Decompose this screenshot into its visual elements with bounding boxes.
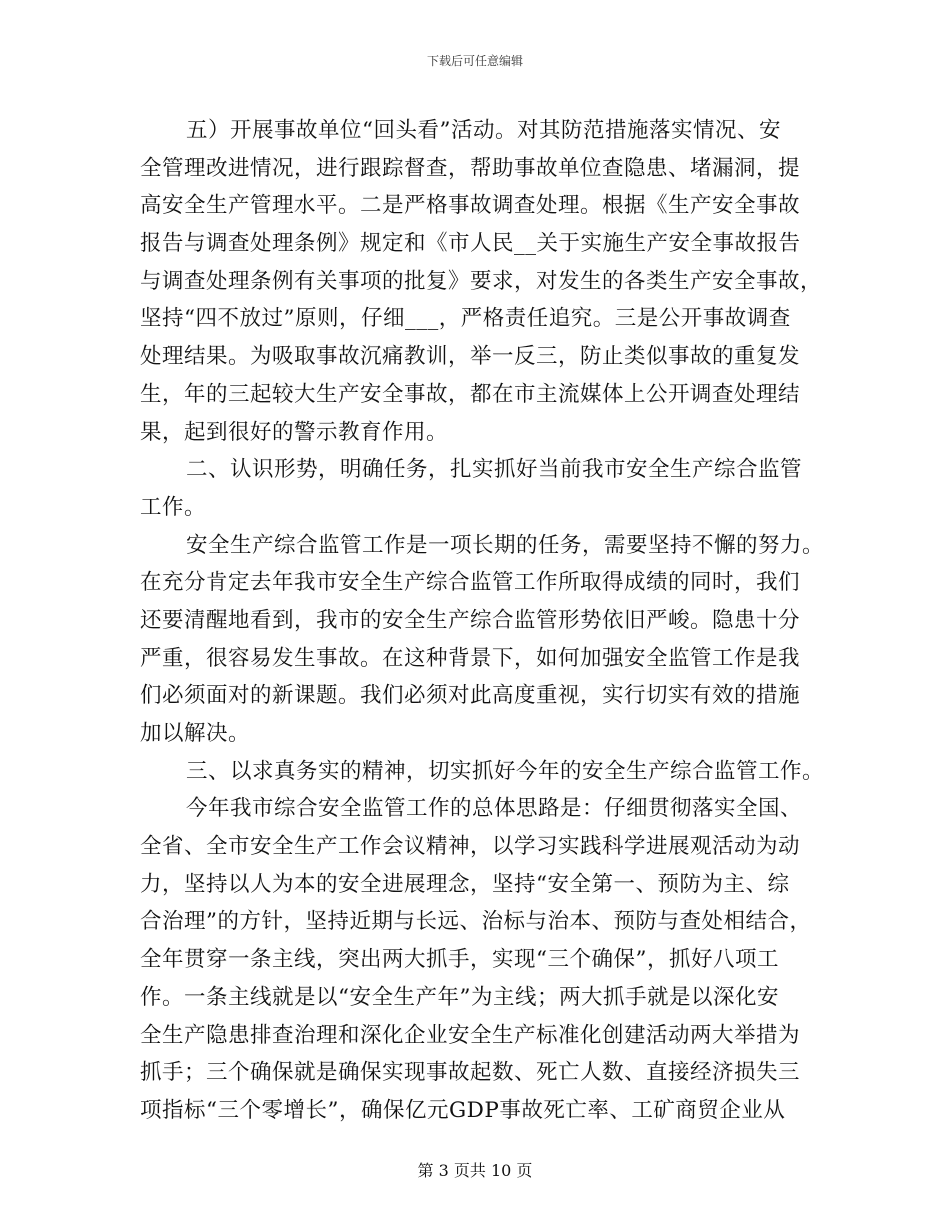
text-line: 处理结果。为吸取事故沉痛教训，举一反三，防止类似事故的重复发: [140, 344, 801, 370]
text-line: 全年贯穿一条主线，突出两大抓手，实现“三个确保”，抓好八项工: [140, 947, 779, 973]
text-line: 力，坚持以人为本的安全进展理念，坚持“安全第一、预防为主、综: [140, 871, 790, 897]
text-line: 还要清醒地看到，我市的安全生产综合监管形势依旧严峻。隐患十分: [140, 607, 801, 633]
text-line: 严重，很容易发生事故。在这种背景下，如何加强安全监管工作是我: [140, 645, 801, 671]
section-heading: 二、认识形势，明确任务，扎实抓好当前我市安全生产综合监管: [186, 457, 803, 483]
text-line: 果，起到很好的警示教育作用。: [140, 419, 449, 445]
section-heading: 三、以求真务实的精神，切实抓好今年的安全生产综合监管工作。: [186, 758, 825, 784]
text-line: 合治理”的方针，坚持近期与长远、治标与治本、预防与查处相结合，: [140, 909, 812, 935]
text-line: 五）开展事故单位“回头看”活动。对其防范措施落实情况、安: [186, 118, 781, 143]
page-footer: 第 3 页共 10 页: [417, 1161, 533, 1180]
text-line: 全生产隐患排查治理和深化企业安全生产标准化创建活动两大举措为: [140, 1022, 801, 1048]
text-line: 安全生产综合监管工作是一项长期的任务，需要坚持不懈的努力。: [186, 532, 825, 558]
text-line: 全省、全市安全生产工作会议精神，以学习实践科学进展观活动为动: [140, 834, 801, 860]
text-line: 报告与调查处理条例》规定和《市人民__关于实施生产安全事故报告: [140, 231, 801, 257]
text-line: 生，年的三起较大生产安全事故，都在市主流媒体上公开调查处理结: [140, 381, 801, 407]
text-line: 项指标“三个零增长”，确保亿元GDP事故死亡率、工矿商贸企业从: [140, 1097, 786, 1123]
text-line: 们必须面对的新课题。我们必须对此高度重视，实行切实有效的措施: [140, 683, 801, 709]
text-line: 在充分肯定去年我市安全生产综合监管工作所取得成绩的同时，我们: [140, 570, 801, 596]
text-line: 与调查处理条例有关事项的批复》要求，对发生的各类生产安全事故，: [140, 268, 823, 294]
text-line: 加以解决。: [140, 721, 251, 746]
section-heading-cont: 工作。: [140, 494, 207, 520]
text-line: 今年我市综合安全监管工作的总体思路是：仔细贯彻落实全国、: [186, 796, 803, 822]
text-line: 全管理改进情况，进行跟踪督查，帮助事故单位查隐患、堵漏洞，提: [140, 155, 801, 181]
page-header: 下载后可任意编辑: [426, 54, 523, 68]
text-line: 坚持“四不放过”原则，仔细___，严格责任追究。三是公开事故调查: [140, 306, 791, 332]
text-line: 高安全生产管理水平。二是严格事故调查处理。根据《生产安全事故: [140, 193, 801, 219]
text-line: 作。一条主线就是以“安全生产年”为主线；两大抓手就是以深化安: [140, 984, 779, 1010]
document-body: [140, 112, 825, 1130]
text-line: 抓手；三个确保就是确保实现事故起数、死亡人数、直接经济损失三: [140, 1060, 801, 1086]
